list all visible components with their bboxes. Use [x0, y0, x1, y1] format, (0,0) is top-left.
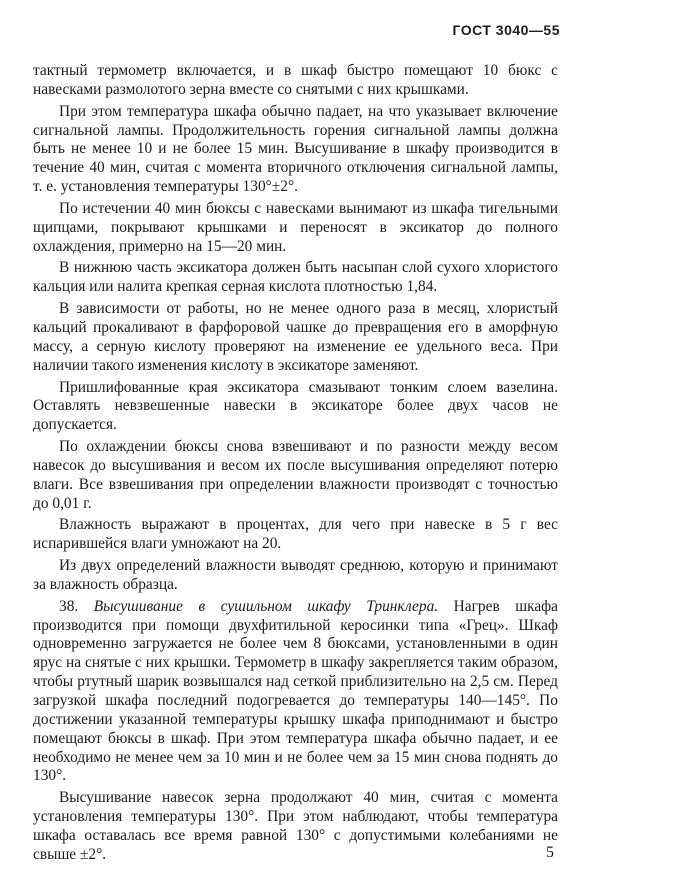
page-number: 5 — [546, 844, 554, 861]
paragraph: Высушивание навесок зерна продолжают 40 мин, считая с момента установления температуры 130°. При этом наблюдают, чтобы температура шкафа оставалась все время равной 130° с допустимыми колебаниями не свыше ±2°. — [33, 789, 558, 863]
paragraph: Влажность выражают в процентах, для чего при навеске в 5 г вес испарившейся влаги умножают на 20. — [33, 516, 558, 553]
paragraph: При этом температура шкафа обычно падает, на что указывает включение сигнальной лампы. Продолжительность горения сигнальной лампы должна быть не менее 10 и не более 15 мин. Высушивание в шкафу производится в течение 40 мин, считая с момента вторичного отключения сигнальной лампы, т. е. установления температуры 130°±2°. — [33, 102, 558, 196]
paragraph: В нижнюю часть эксикатора должен быть насыпан слой сухого хлористого кальция или налита крепкая серная кислота плотностью 1,84. — [33, 259, 558, 296]
section-text: Нагрев шкафа производится при помощи двухфитильной керосинки типа «Грец». Шкаф одновременно загружается не более чем 8 бюксами, установленными в один ярус на снятые с них крышки. Термометр в шкафу закрепляется таким образом, чтобы ртутный шарик возвышался над сеткой приблизительно на 2,5 см. Перед загрузкой шкафа последний подогревается до температуры 140—145°. По достижении указанной температуры крышку шкафа приподнимают и быстро помещают бюксы в шкаф. При этом температура шкафа обычно падает, и ее необходимо не менее чем за 10 мин и не более чем за 15 мин снова поднять до 130°. — [33, 597, 558, 785]
paragraph: Из двух определений влажности выводят среднюю, которую и принимают за влажность образца. — [33, 557, 558, 593]
paragraph: По истечении 40 мин бюксы с навесками вынимают из шкафа тигельными щипцами, покрывают крышками и переносят в эксикатор до полного охлаждения, примерно на 15—20 мин. — [33, 199, 558, 255]
document-header: ГОСТ 3040—55 — [452, 22, 560, 38]
document-body — [33, 62, 558, 868]
section-title: Высушивание в сушильном шкафу Тринклера. — [93, 597, 439, 615]
paragraph-continuation: тактный термометр включается, и в шкаф быстро помещают 10 бюкс с навесками размолотого зерна вместе со снятыми с них крышками. — [33, 62, 558, 98]
paragraph: По охлаждении бюксы снова взвешивают и по разности между весом навесок до высушивания и весом их после высушивания определяют потерю влаги. Все взвешивания при определении влажности производят с точностью до 0,01 г. — [33, 438, 558, 512]
paragraph: В зависимости от работы, но не менее одного раза в месяц, хлористый кальций прокаливают в фарфоровой чашке до превращения его в аморфную массу, а серную кислоту проверяют на изменение ее удельного веса. При наличии такого изменения кислоту в эксикаторе заменяют. — [33, 300, 558, 374]
section-number: 38. — [59, 597, 79, 615]
section-38-paragraph — [33, 598, 558, 786]
paragraph: Пришлифованные края эксикатора смазывают тонким слоем вазелина. Оставлять невзвешенные навески в эксикаторе более двух часов не допускается. — [33, 378, 558, 434]
